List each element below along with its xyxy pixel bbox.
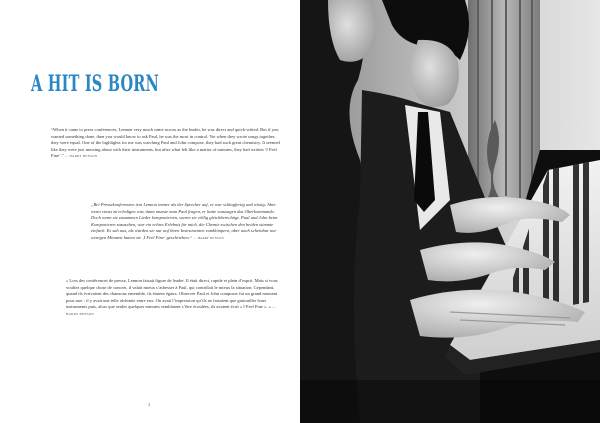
quote-german-text: „Bei Pressekonferenzen trat Lennon immer als der Sprecher auf, er war schlagfertig und witzig. Aber wenn etwas zu erledigen war, dann musste man Paul fragen, er hatte sozusagen das Oberkommando. Doch wenn sie zusammen Lieder komponierten, waren sie völlig gleichberechtigt. Paul und John beim Komponieren zuzusehen, war ein echtes Erlebnis für mich, die Chemie zwischen den beiden stimmte einfach. Es sah aus, als würden sie nur auf ihren Instrumenten rumklimpern, aber nach scheinbar nur wenigen Minuten hatten sie ‚I Feel Fine‘ geschrieben.“ <box>91 202 278 240</box>
quote-english <box>51 127 281 160</box>
quote-german <box>91 202 279 242</box>
piano-photo <box>300 0 600 423</box>
page-title: A HIT IS BORN <box>31 71 159 98</box>
photo-page <box>300 0 600 423</box>
quote-german-credit: — HARRY BENSON <box>193 235 224 240</box>
quote-english-text: “When it came to press conferences, Lennon very much came across as the leader, he was direct and quick-witted. But if you wanted something done, then you would know to ask Paul, he was the most in control. Yet when they wrote songs together, they were equal. One of the highlights for me was watching Paul and John compose, they had such great chemistry. It seemed like they were just messing about with their instruments, but after what felt like a matter of minutes, they had written ‘I Feel Fine’.” <box>51 127 280 159</box>
quote-french-credit: — HARRY BENSON <box>66 305 276 316</box>
page-number: 4 <box>148 402 150 407</box>
quote-french-text: « Lors des conférences de presse, Lennon faisait figure de leader. Il était direct, rapide et plein d’esprit. Mais si vous vouliez quelque chose de concret, il valait mieux s’adresser à Paul, qui contrôlait le mieux la situation. Cependant, quand ils écrivaient des chansons ensemble, ils étaient égaux. Observer Paul et John composer fut un grand moment pour moi : il y avait une telle alchimie entre eux. On avait l’impression qu’ils ne faisaient que gratouiller leurs instruments puis, alors que seules quelques minutes semblaient s’être écoulées, ils avaient écrit « I Feel Fine ». » <box>66 278 278 310</box>
quote-english-credit: — HARRY BENSON <box>64 154 98 159</box>
quote-french <box>66 278 281 318</box>
